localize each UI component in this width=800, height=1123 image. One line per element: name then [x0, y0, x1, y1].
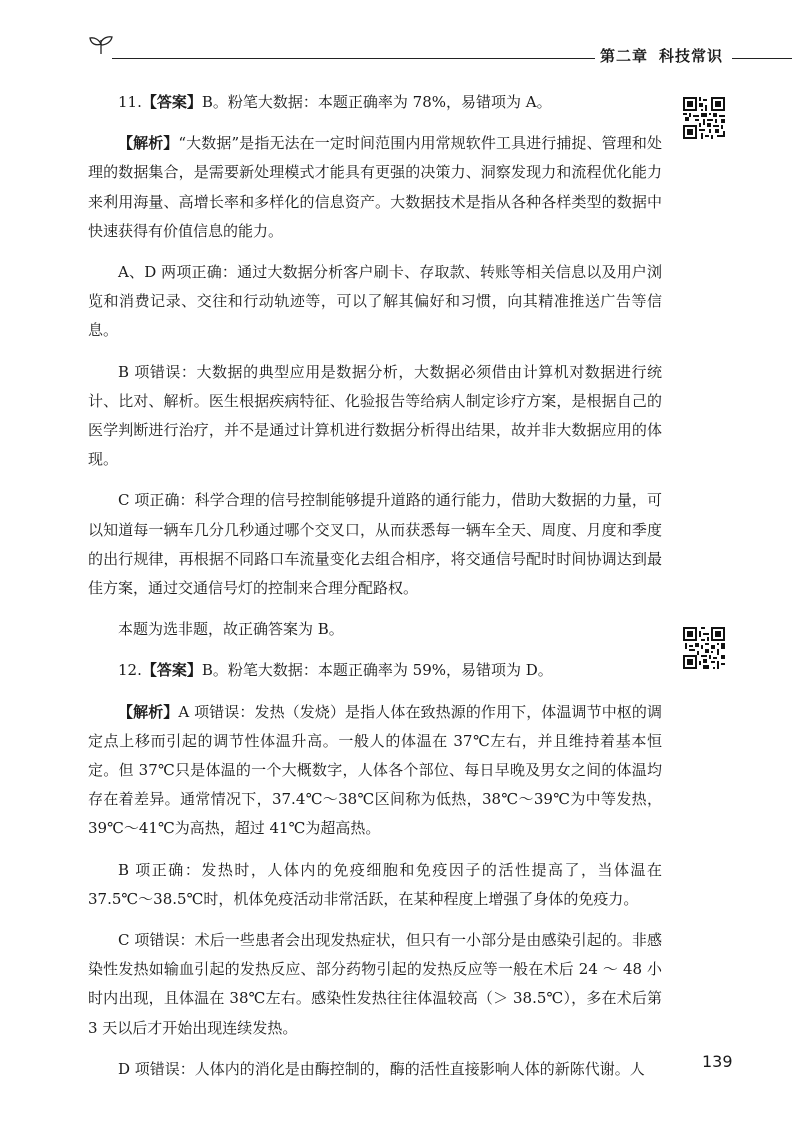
header-rule-right	[732, 58, 792, 59]
q11-conclusion: 本题为选非题，故正确答案为 B。	[118, 620, 344, 639]
q12-number: 12.	[118, 661, 142, 680]
page-header	[0, 0, 800, 70]
page-number: 139	[702, 1052, 733, 1071]
page-content	[88, 88, 662, 1084]
q12-analysis-text: A 项错误：发热（发烧）是指人体在致热源的作用下，体温调节中枢的调定点上移而引起的调节性体温升高。一般人的体温在 37℃左右，并且维持着基本恒定。但 37℃只是体温的一个大概数字，人体各个部位、每日早晚及男女之间的体温均存在着差异。通常情况下，37.4℃～38℃区间称为低热，38℃～39℃为中等发热，39℃～41℃为高热，超过 41℃为超高热。	[88, 702, 662, 838]
q11-option-ad: A、D 两项正确：通过大数据分析客户刷卡、存取款、转账等相关信息以及用户浏览和消费记录、交往和行动轨迹等，可以了解其偏好和习惯，向其精准推送广告等信息。	[88, 263, 662, 340]
q12-answer	[88, 656, 662, 685]
q12-option-c: C 项错误：术后一些患者会出现发热症状，但只有一小部分是由感染引起的。非感染性发热如输血引起的发热反应、部分药物引起的发热反应等一般在术后 24 ～ 48 小时内出现，且体温在 38℃左右。感染性发热往往体温较高（＞ 38.5℃），多在术后第 3 天以后才开始出现连续发热。	[88, 931, 662, 1037]
qr-code-icon[interactable]	[683, 627, 725, 669]
leaf-logo-icon	[88, 34, 114, 56]
chapter-label: 第二章	[600, 47, 649, 65]
q12-answer-text: B。粉笔大数据：本题正确率为 59%，易错项为 D。	[201, 661, 553, 680]
q11-option-b: B 项错误：大数据的典型应用是数据分析，大数据必须借由计算机对数据进行统计、比对、解析。医生根据疾病特征、化验报告等给病人制定诊疗方案，是根据自己的医学判断进行治疗，并不是通过计算机进行数据分析得出结果，故并非大数据应用的体现。	[88, 362, 662, 469]
q11-answer	[88, 88, 662, 117]
q11-number: 11.	[118, 93, 142, 111]
q11-analysis	[88, 129, 662, 246]
chapter-title: 科技常识	[659, 47, 724, 65]
q11-answer-text: B。粉笔大数据：本题正确率为 78%，易错项为 A。	[201, 93, 552, 111]
q11-option-c: C 项正确：科学合理的信号控制能够提升道路的通行能力，借助大数据的力量，可以知道每一辆车几分几秒通过哪个交叉口，从而获悉每一辆车全天、周度、月度和季度的出行规律，再根据不同路口车流量变化去组合相序，将交通信号配时时间协调达到最佳方案，通过交通信号灯的控制来合理分配路权。	[88, 491, 662, 598]
q12-option-b: B 项正确：发热时，人体内的免疫细胞和免疫因子的活性提高了，当体温在 37.5℃～38.5℃时，机体免疫活动非常活跃，在某种程度上增强了身体的免疫力。	[88, 860, 662, 908]
analysis-tag: 【解析】	[118, 702, 179, 721]
q12-analysis	[88, 698, 662, 844]
answer-tag: 【答案】	[141, 93, 202, 111]
answer-tag: 【答案】	[141, 661, 202, 680]
analysis-tag: 【解析】	[118, 134, 179, 153]
header-rule-left	[112, 58, 595, 59]
qr-code-icon[interactable]	[683, 97, 725, 139]
q11-analysis-text: “大数据”是指无法在一定时间范围内用常规软件工具进行捕捉、管理和处理的数据集合，是需要新处理模式才能具有更强的决策力、洞察发现力和流程优化能力来利用海量、高增长率和多样化的信息资产。大数据技术是指从各种各样类型的数据中快速获得有价值信息的能力。	[88, 134, 662, 240]
q12-option-d: D 项错误：人体内的消化是由酶控制的，酶的活性直接影响人体的新陈代谢。人	[118, 1059, 645, 1078]
